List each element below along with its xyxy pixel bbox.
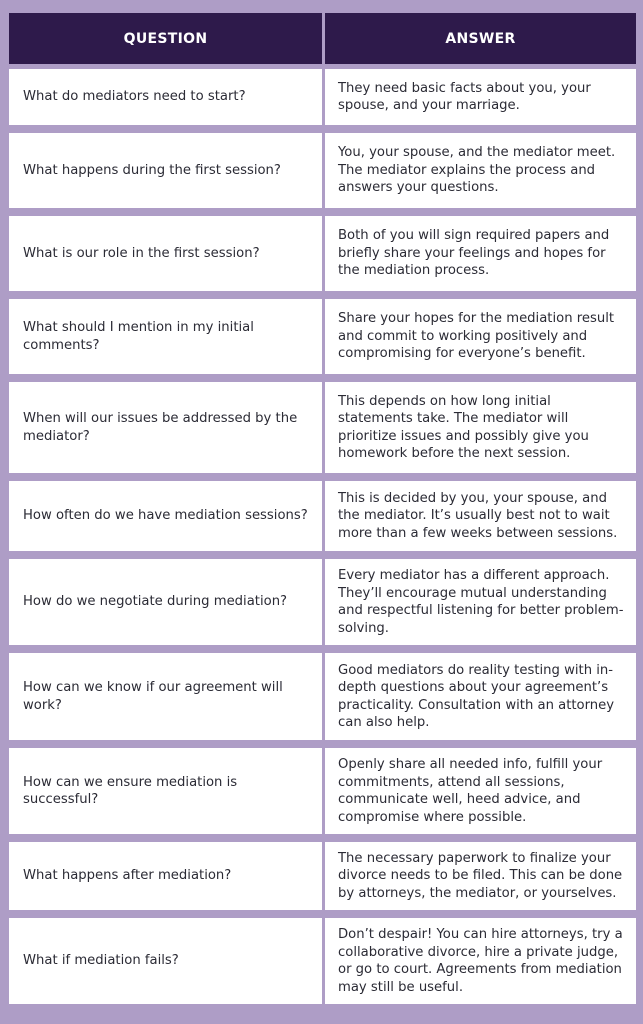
answer-cell bbox=[325, 481, 636, 551]
answer-cell bbox=[325, 382, 636, 473]
answer-text: Good mediators do reality testing with in-depth questions about your agreement’s practicality. Consultation with an attorney can also help. bbox=[338, 662, 615, 730]
answer-text: You, your spouse, and the mediator meet. The mediator explains the process and answers your questions. bbox=[338, 145, 616, 196]
question-cell bbox=[9, 481, 322, 551]
question-cell bbox=[9, 382, 322, 473]
answer-text: Share your hopes for the mediation result and commit to working positively and compromising for everyone’s benefit. bbox=[338, 311, 615, 362]
answer-header: ANSWER bbox=[325, 13, 636, 64]
question-text: What do mediators need to start? bbox=[23, 89, 246, 105]
answer-cell bbox=[325, 559, 636, 645]
question-cell bbox=[9, 918, 322, 1004]
question-cell bbox=[9, 216, 322, 291]
question-text: What if mediation fails? bbox=[23, 953, 179, 969]
question-cell bbox=[9, 559, 322, 645]
question-cell bbox=[9, 133, 322, 208]
answer-text: Both of you will sign required papers and briefly share your feelings and hopes for the mediation process. bbox=[338, 228, 610, 279]
answer-text: This depends on how long initial statements take. The mediator will prioritize issues and possibly give you homework before the next session. bbox=[338, 393, 589, 461]
question-text: What is our role in the first session? bbox=[23, 245, 260, 261]
question-text: When will our issues be addressed by the mediator? bbox=[23, 411, 298, 444]
answer-text: Every mediator has a different approach. They’ll encourage mutual understanding and respectful listening for better problem-solving. bbox=[338, 568, 624, 636]
answer-cell bbox=[325, 653, 636, 740]
answer-text: This is decided by you, your spouse, and the mediator. It’s usually best not to wait more than a few weeks between sessions. bbox=[338, 490, 618, 541]
answer-text: Don’t despair! You can hire attorneys, try a collaborative divorce, hire a private judge, or go to court. Agreements from mediation may still be useful. bbox=[338, 927, 623, 995]
question-text: What happens after mediation? bbox=[23, 868, 232, 884]
answer-cell bbox=[325, 748, 636, 834]
answer-cell bbox=[325, 299, 636, 374]
question-text: How often do we have mediation sessions? bbox=[23, 508, 308, 524]
answer-cell bbox=[325, 69, 636, 125]
faq-table bbox=[9, 13, 636, 1012]
question-text: What happens during the first session? bbox=[23, 162, 281, 178]
answer-text: The necessary paperwork to finalize your divorce needs to be filed. This can be done by attorneys, the mediator, or yourselves. bbox=[338, 850, 623, 901]
question-header: QUESTION bbox=[9, 13, 322, 64]
question-cell bbox=[9, 299, 322, 374]
question-text: How can we know if our agreement will work? bbox=[23, 680, 283, 713]
answer-text: They need basic facts about you, your spouse, and your marriage. bbox=[338, 80, 591, 113]
answer-cell bbox=[325, 842, 636, 910]
question-text: What should I mention in my initial comments? bbox=[23, 320, 254, 353]
question-text: How do we negotiate during mediation? bbox=[23, 594, 288, 610]
question-cell bbox=[9, 653, 322, 740]
question-cell bbox=[9, 842, 322, 910]
answer-cell bbox=[325, 133, 636, 208]
question-text: How can we ensure mediation is successful? bbox=[23, 774, 238, 807]
answer-text: Openly share all needed info, fulfill your commitments, attend all sessions, communicate well, heed advice, and compromise where possible. bbox=[338, 757, 603, 825]
question-cell bbox=[9, 69, 322, 125]
question-cell bbox=[9, 748, 322, 834]
answer-cell bbox=[325, 216, 636, 291]
answer-cell bbox=[325, 918, 636, 1004]
